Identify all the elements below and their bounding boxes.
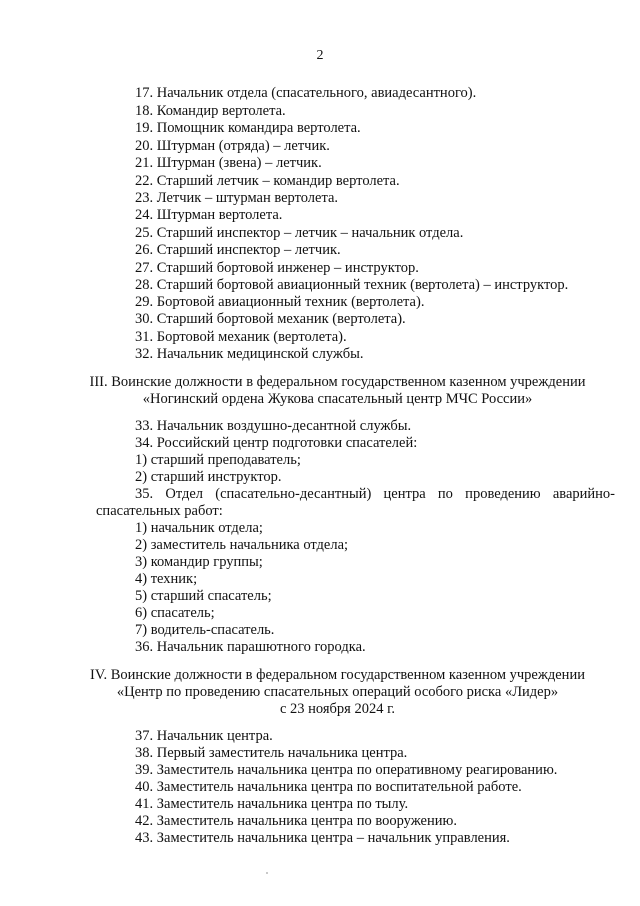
list-item: 2) заместитель начальника отдела;	[135, 537, 349, 553]
list-item: 25. Старший инспектор – летчик – начальник отдела.	[135, 225, 464, 241]
list-item: 33. Начальник воздушно-десантной службы.	[135, 418, 412, 434]
section-heading: «Ногинский ордена Жукова спасательный центр МЧС России»	[142, 391, 533, 407]
list-item: 31. Бортовой механик (вертолета).	[135, 329, 347, 345]
section-heading: IV. Воинские должности в федеральном государственном казенном учреждении	[90, 667, 585, 683]
list-item: 39. Заместитель начальника центра по оперативному реагированию.	[135, 762, 558, 778]
list-item: 38. Первый заместитель начальника центра.	[135, 745, 408, 761]
list-item-continuation: спасательных работ:	[96, 503, 223, 519]
section-heading: III. Воинские должности в федеральном государственном казенном учреждении	[89, 374, 586, 390]
list-item: 5) старший спасатель;	[135, 588, 272, 604]
list-item: 24. Штурман вертолета.	[135, 207, 283, 223]
list-item: 30. Старший бортовой механик (вертолета).	[135, 311, 406, 327]
list-item: 43. Заместитель начальника центра – начальник управления.	[135, 830, 510, 846]
list-item: 36. Начальник парашютного городка.	[135, 639, 366, 655]
list-item: 29. Бортовой авиационный техник (вертолета).	[135, 294, 425, 310]
list-item: 28. Старший бортовой авиационный техник (вертолета) – инструктор.	[135, 277, 569, 293]
section-heading: с 23 ноября 2024 г.	[279, 701, 396, 717]
list-item: 27. Старший бортовой инженер – инструктор.	[135, 260, 419, 276]
list-item: 37. Начальник центра.	[135, 728, 273, 744]
list-item: 34. Российский центр подготовки спасателей:	[135, 435, 418, 451]
list-item: 4) техник;	[135, 571, 198, 587]
list-item: 20. Штурман (отряда) – летчик.	[135, 138, 330, 154]
list-item: 2) старший инструктор.	[135, 469, 282, 485]
page-number: 2	[316, 48, 324, 63]
list-item: 35. Отдел (спасательно-десантный) центра по проведению аварийно-	[135, 486, 615, 502]
list-item: 1) старший преподаватель;	[135, 452, 301, 468]
scan-speck	[266, 872, 268, 874]
list-item: 3) командир группы;	[135, 554, 263, 570]
list-item: 42. Заместитель начальника центра по вооружению.	[135, 813, 457, 829]
list-item: 23. Летчик – штурман вертолета.	[135, 190, 339, 206]
list-item: 18. Командир вертолета.	[135, 103, 286, 119]
list-item: 41. Заместитель начальника центра по тылу.	[135, 796, 409, 812]
list-item: 1) начальник отдела;	[135, 520, 263, 536]
list-item: 19. Помощник командира вертолета.	[135, 120, 361, 136]
list-item: 17. Начальник отдела (спасательного, авиадесантного).	[135, 85, 477, 101]
list-item: 32. Начальник медицинской службы.	[135, 346, 364, 362]
list-item: 7) водитель-спасатель.	[135, 622, 275, 638]
section-heading: «Центр по проведению спасательных операций особого риска «Лидер»	[116, 684, 559, 700]
list-item: 22. Старший летчик – командир вертолета.	[135, 173, 400, 189]
list-item: 6) спасатель;	[135, 605, 215, 621]
list-item: 26. Старший инспектор – летчик.	[135, 242, 341, 258]
list-item: 21. Штурман (звена) – летчик.	[135, 155, 322, 171]
list-item: 40. Заместитель начальника центра по воспитательной работе.	[135, 779, 522, 795]
